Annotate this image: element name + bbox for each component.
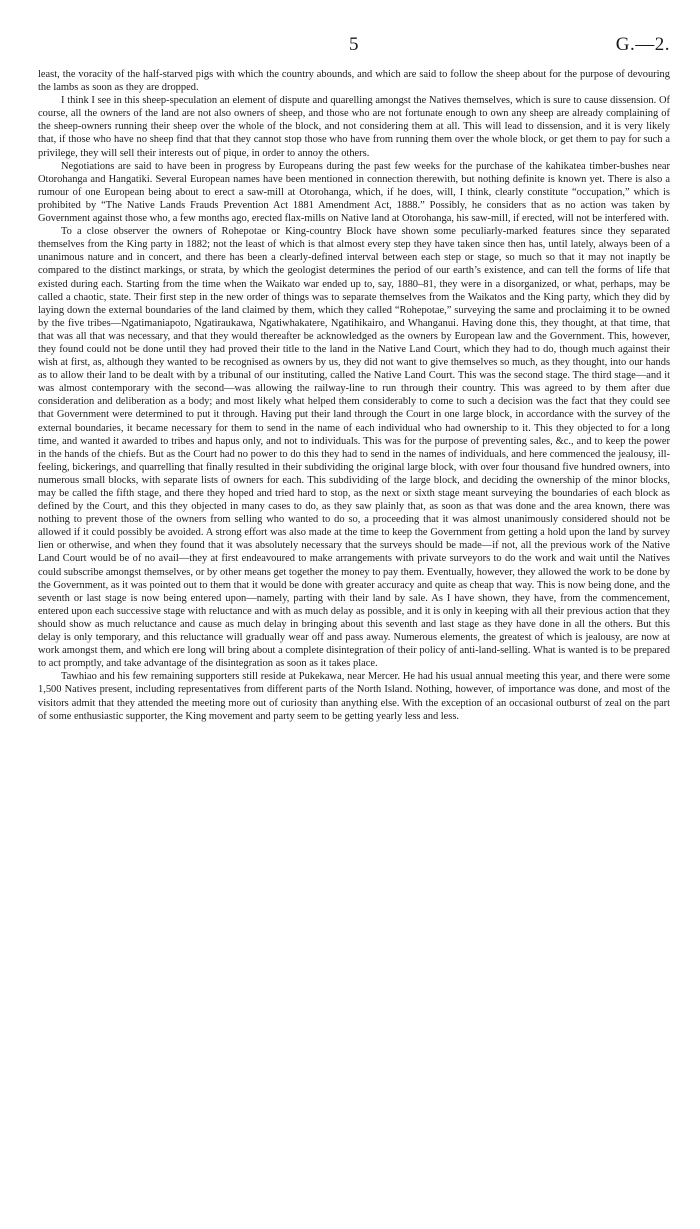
page-number: 5 [349, 34, 359, 55]
body-text [38, 68, 670, 723]
document-page [38, 32, 670, 1222]
paragraph-rohepotae-stages: To a close observer the owners of Rohepotae or King-country Block have shown some peculiarly-marked features since they separated themselves from the King party in 1882; not the least of which is that almost every step they have taken since then has, until lately, always been of a unanimous nature and in concert, and there has been a clearly-defined interval between each step or stage, so much so that it may not inaptly be compared to the distinct markings, or strata, by which the geologist determines the period of our earth’s existence, and can tell the forms of life that existed during each. Starting from the time when the Waikato war ended up to, say, 1880–81, they were in a disorganized, or what, perhaps, may be called a chaotic, state. Their first step in the new order of things was to separate themselves from the Waikatos and the King party, which they did by laying down the external boundaries of the land claimed by them, which they called “Rohepotae,” surveying the same and proclaiming it to be owned by the five tribes—Ngatimaniapoto, Ngatiraukawa, Ngatiwhakatere, Ngatihikairo, and Whanganui. Having done this, they thought, at that time, that that was all that was necessary, and that they would thereafter be acknowledged as the owners by European law and the Government. This, however, they found could not be done until they had proved their title to the land in the Native Land Court, which they had to do, though much against their wish at first, as, although they wanted to be recognised as owners by us, they did not want to give themselves so much, as they thought, into our hands as to allow their land to be dealt with by a tribunal of our instituting, called the Native Land Court. This was the second stage. The third stage—and it was almost contemporary with the second—was allowing the railway-line to run through their country. This was agreed to by them after due consideration and deliberation as a body; and most likely what helped them considerably to come to such a decision was the fact that they could see that Government were determined to put it through. Having put their land through the Court in one large block, in accordance with the survey of the external boundaries, it became necessary for them to send in the name of each individual who had ownership to it. This they objected to for a long time, and wanted it awarded to tribes and hapus only, and not to individuals. This was for the purpose of preventing sales, &c., and to keep the power in the hands of the chiefs. But as the Court had no power to do this they had to send in the names of individuals, and here commenced the jealousy, ill-feeling, bickerings, and quarrelling that finally resulted in their subdividing the original large block, with over four thousand five hundred owners, into numerous small blocks, with separate lists of owners for each. This subdividing of the large block, and deciding the ownership of the minor blocks, may be called the fifth stage, and there they hoped and tried hard to stop, as the next or sixth stage meant surveying the boundaries of each block as defined by the Court, and this they objected in many cases to do, as they saw plainly that, as soon as that was done and the area known, there was nothing to prevent those of the owners from selling who wanted to do so, a proceeding that it was almost unanimously considered should not be allowed if it could possibly be avoided. A strong effort was also made at the time to keep the Government from getting a hold upon the land by survey lien or otherwise, and when they found that it was absolutely necessary that the surveys should be made—if not, all the previous work of the Native Land Court would be of no avail—they at first endeavoured to make arrangements with private surveyors to do the work and wait until the Natives could subscribe amongst themselves, or by other means get together the money to pay them. Eventually, however, they allowed the work to be done by the Government, as it was pointed out to them that it would be done with greater accuracy and quite as cheap that way. This is now being done, and the seventh or last stage is now being entered upon—namely, parting with their land by sale. As I have shown, they have, from the commencement, entered upon each successive stage with reluctance and with as much delay as possible, and it is only in keeping with all their previous action that they should show as much reluctance and cause as much delay in bringing about this seventh and last stage as they have done in all the others. But this delay is only temporary, and this reluctance will gradually wear off and pass away. Numerous elements, the greatest of which is jealousy, are now at work amongst them, and which ere long will bring about a complete disintegration of their policy of anti-land-selling. What is wanted is to be prepared to act promptly, and take advantage of the disintegration as soon as it takes place. [38, 226, 670, 670]
paragraph-sheep-dissension: I think I see in this sheep-speculation an element of dispute and quarelling amongst the Natives themselves, which is sure to cause dissension. Of course, all the owners of the land are not also owners of sheep, and those who are not fortunate enough to own any sheep are already complaining of the sheep-owners running their sheep over the whole of the block, and not considering them at all. This will lead to dissension, and it is very likely that, if those who have no sheep find that that they cannot stop those who have from running them over the whole block, or get them to pay for such a privilege, they will sell their interests out of pique, in order to annoy the others. [38, 95, 670, 159]
paragraph-tawhiao-meeting: Tawhiao and his few remaining supporters still reside at Pukekawa, near Mercer. He had his usual annual meeting this year, and there were some 1,500 Natives present, including representatives from different parts of the North Island. Nothing, however, of importance was done, and most of the visitors admit that they attended the meeting more out of curiosity than anything else. With the exception of an occasional outburst of zeal on the part of some enthusiastic supporter, the King movement and party seem to be getting yearly less and less. [38, 671, 670, 722]
page-header [38, 32, 670, 68]
paragraph-continued: least, the voracity of the half-starved pigs with which the country abounds, and which are said to follow the sheep about for the purpose of devouring the lambs as soon as they are dropped. [38, 69, 670, 94]
paragraph-timber-negotiations: Negotiations are said to have been in progress by Europeans during the past few weeks for the purchase of the kahikatea timber-bushes near Otorohanga and Hangatiki. Several European names have been mentioned in connection therewith, but nothing definite is known yet. There is also a rumour of one European being about to erect a saw-mill at Otorohanga, which, if he does, will, I think, clearly constitute “occupation,” which is prohibited by “The Native Lands Frauds Prevention Act 1881 Amendment Act, 1888.” Possibly, he considers that as no action was taken by Government against those who, a few months ago, erected flax-mills on Native land at Otorohanga, his saw-mill, if erected, will not be interfered with. [38, 160, 670, 225]
document-reference: G.—2. [615, 34, 670, 55]
